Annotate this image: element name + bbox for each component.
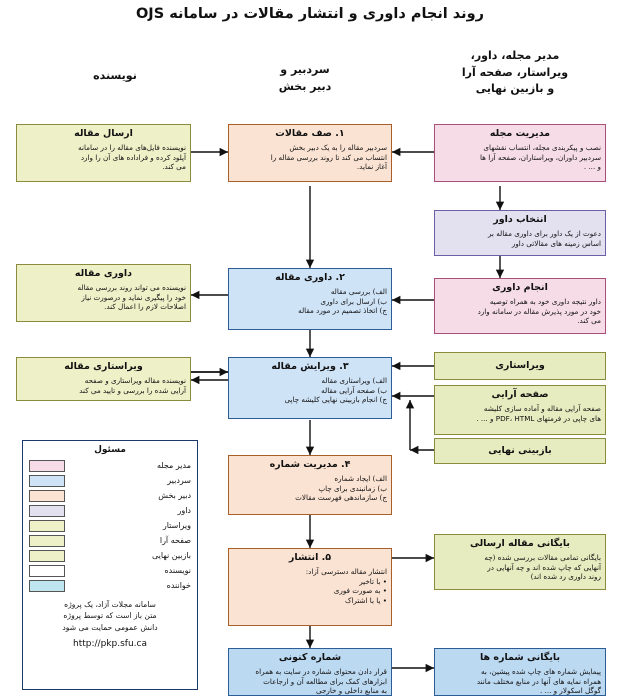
page-title: روند انجام داوری و انتشار مقالات در سامانه OJS — [135, 6, 484, 22]
node-author-copyedit[interactable] — [16, 357, 191, 401]
node-journal-management-title: مدیریت مجله — [489, 128, 551, 139]
node-publish[interactable] — [228, 548, 392, 626]
node-review-stage-body: الف) بررسی مقاله ب) ارسال برای داوری ج) اتخاذ تصمیم در مورد مقاله — [298, 286, 387, 316]
node-archive-submissions-body: بایگانی تمامی مقالات بررسی شده (چه آنهایی که چاپ شده اند و چه آنهایی در روند داوری رد شده اند) — [484, 552, 601, 582]
node-archive-submissions-title: بایگانی مقاله ارسالی — [469, 538, 570, 549]
legend-title: مسئول — [94, 445, 126, 455]
legend-row-label: دبیر بخش — [158, 491, 191, 500]
node-archive-issues-body: پیمایش شماره های چاپ شده پیشین، به همراه نمایه های آنها در منابع مختلف مانند گوگل اسکولار و ... . — [476, 666, 601, 696]
node-current-issue-body: قرار دادن محتوای شماره در سایت به همراه ابزارهای کمک برای مطالعه آن و ارجاعات به منابع داخلی و خارجی — [255, 666, 387, 696]
legend-row-label: بازبین نهایی — [151, 551, 191, 560]
node-journal-management[interactable] — [434, 124, 606, 182]
node-publish-body: انتشار مقاله دسترسی آزاد: • با تاخیر • به صورت فوری • یا با اشتراک — [305, 566, 387, 605]
node-editing-stage[interactable] — [228, 357, 392, 419]
node-layout[interactable] — [434, 385, 606, 435]
legend-row-label: صفحه آرا — [159, 536, 191, 545]
node-review-stage[interactable] — [228, 268, 392, 330]
node-article-queue-title: ۱. صف مقالات — [275, 128, 345, 139]
legend-row — [23, 503, 197, 518]
node-reviewer-selection-title: انتخاب داور — [493, 214, 547, 225]
legend-color-swatch — [29, 535, 65, 547]
legend-row-label: خواننده — [166, 581, 191, 590]
node-archive-issues[interactable] — [434, 648, 606, 696]
legend-rows — [23, 458, 197, 593]
node-perform-review[interactable] — [434, 278, 606, 334]
node-author-review[interactable] — [16, 264, 191, 322]
node-reviewer-selection-body: دعوت از یک داور برای داوری مقاله بر اساس زمینه های مقالاتی داور — [487, 228, 601, 248]
node-archive-issues-title: بایگانی شماره ها — [479, 652, 561, 663]
legend-row — [23, 488, 197, 503]
node-submission[interactable] — [16, 124, 191, 182]
node-perform-review-title: انجام داوری — [492, 282, 548, 293]
node-layout-body: صفحه آرایی مقاله و آماده سازی کلیشه های چاپی در فرمتهای PDF، HTML و ... . — [476, 403, 601, 423]
node-author-review-title: داوری مقاله — [74, 268, 133, 279]
legend-row-label: نویسنده — [164, 566, 191, 575]
node-author-copyedit-title: ویراستاری مقاله — [64, 361, 143, 372]
node-copyediting[interactable] — [434, 352, 606, 380]
node-editing-stage-body: الف) ویراستاری مقاله ب) صفحه آرایی مقاله ج) انجام بازبینی نهایی کلیشه چاپی — [284, 375, 387, 405]
node-archive-submissions[interactable] — [434, 534, 606, 590]
legend-color-swatch — [29, 520, 65, 532]
node-publish-title: ۵. انتشار — [288, 552, 332, 563]
legend-row — [23, 548, 197, 563]
legend-color-swatch — [29, 490, 65, 502]
legend-row — [23, 518, 197, 533]
node-editing-stage-title: ۳. ویرایش مقاله — [271, 361, 349, 372]
legend-color-swatch — [29, 460, 65, 472]
legend-footer: سامانه مجلات آزاد، یک پروژه متن باز است که توسط پروژه دانش عمومی حمایت می شود — [62, 600, 158, 632]
node-issue-management-title: ۴. مدیریت شماره — [269, 459, 351, 470]
node-proofreading-title: بازبینی نهایی — [488, 444, 552, 456]
node-issue-management[interactable] — [228, 455, 392, 515]
legend-row — [23, 458, 197, 473]
node-journal-management-body: نصب و پیکربندی مجله، انتساب نقشهای سردبیر داوران، ویراستاران، صفحه آرا ها و ... . — [479, 142, 601, 172]
node-review-stage-title: ۲. داوری مقاله — [275, 272, 345, 283]
node-current-issue[interactable] — [228, 648, 392, 696]
node-layout-title: صفحه آرایی — [491, 389, 549, 400]
legend-row — [23, 563, 197, 578]
node-perform-review-body: داور نتیجه داوری خود به همراه توصیه خود در مورد پذیرش مقاله در سامانه وارد می کند. — [477, 296, 601, 326]
editor-column-header: سردبیر و دبیر بخش — [278, 63, 332, 93]
legend-row — [23, 533, 197, 548]
legend-url[interactable]: http://pkp.sfu.ca — [73, 639, 147, 650]
legend-row-label: داور — [177, 506, 191, 515]
legend-row-label: سردبیر — [167, 476, 191, 485]
node-copyediting-title: ویراستاری — [495, 359, 545, 371]
legend-panel — [22, 440, 198, 690]
node-article-queue-body: سردبیر مقاله را به یک دبیر بخش انتساب می کند تا روند بررسی مقاله را آغاز نماید. — [270, 142, 387, 172]
legend-color-swatch — [29, 505, 65, 517]
node-author-copyedit-body: نویسنده مقاله ویراستاری و صفحه آرایی شده را بررسی و تایید می کند — [79, 375, 186, 395]
node-reviewer-selection[interactable] — [434, 210, 606, 256]
legend-color-swatch — [29, 565, 65, 577]
legend-color-swatch — [29, 580, 65, 592]
node-submission-title: ارسال مقاله — [74, 128, 133, 139]
node-submission-body: نویسنده فایل‌های مقاله را در سامانه آپلود کرده و فراداده های آن را وارد می کند. — [78, 142, 186, 172]
node-proofreading[interactable] — [434, 438, 606, 464]
legend-row-label: مدیر مجله — [156, 461, 191, 470]
legend-row — [23, 578, 197, 593]
legend-color-swatch — [29, 475, 65, 487]
legend-color-swatch — [29, 550, 65, 562]
legend-row — [23, 473, 197, 488]
node-author-review-body: نویسنده می تواند روند بررسی مقاله خود را پیگیری نماید و درصورت نیاز اصلاحات لازم را اعمال کند. — [77, 282, 186, 312]
legend-row-label: ویراستار — [162, 521, 191, 530]
manager-column-header: مدیر مجله، داور، ویراستار، صفحه آرا و بازبین نهایی — [461, 49, 569, 95]
node-current-issue-title: شماره کنونی — [278, 652, 342, 663]
node-issue-management-body: الف) ایجاد شماره ب) زمانبندی برای چاپ ج) سازماندهی فهرست مقالات — [295, 473, 387, 503]
node-article-queue[interactable] — [228, 124, 392, 182]
author-column-header: نویسنده — [93, 69, 137, 82]
